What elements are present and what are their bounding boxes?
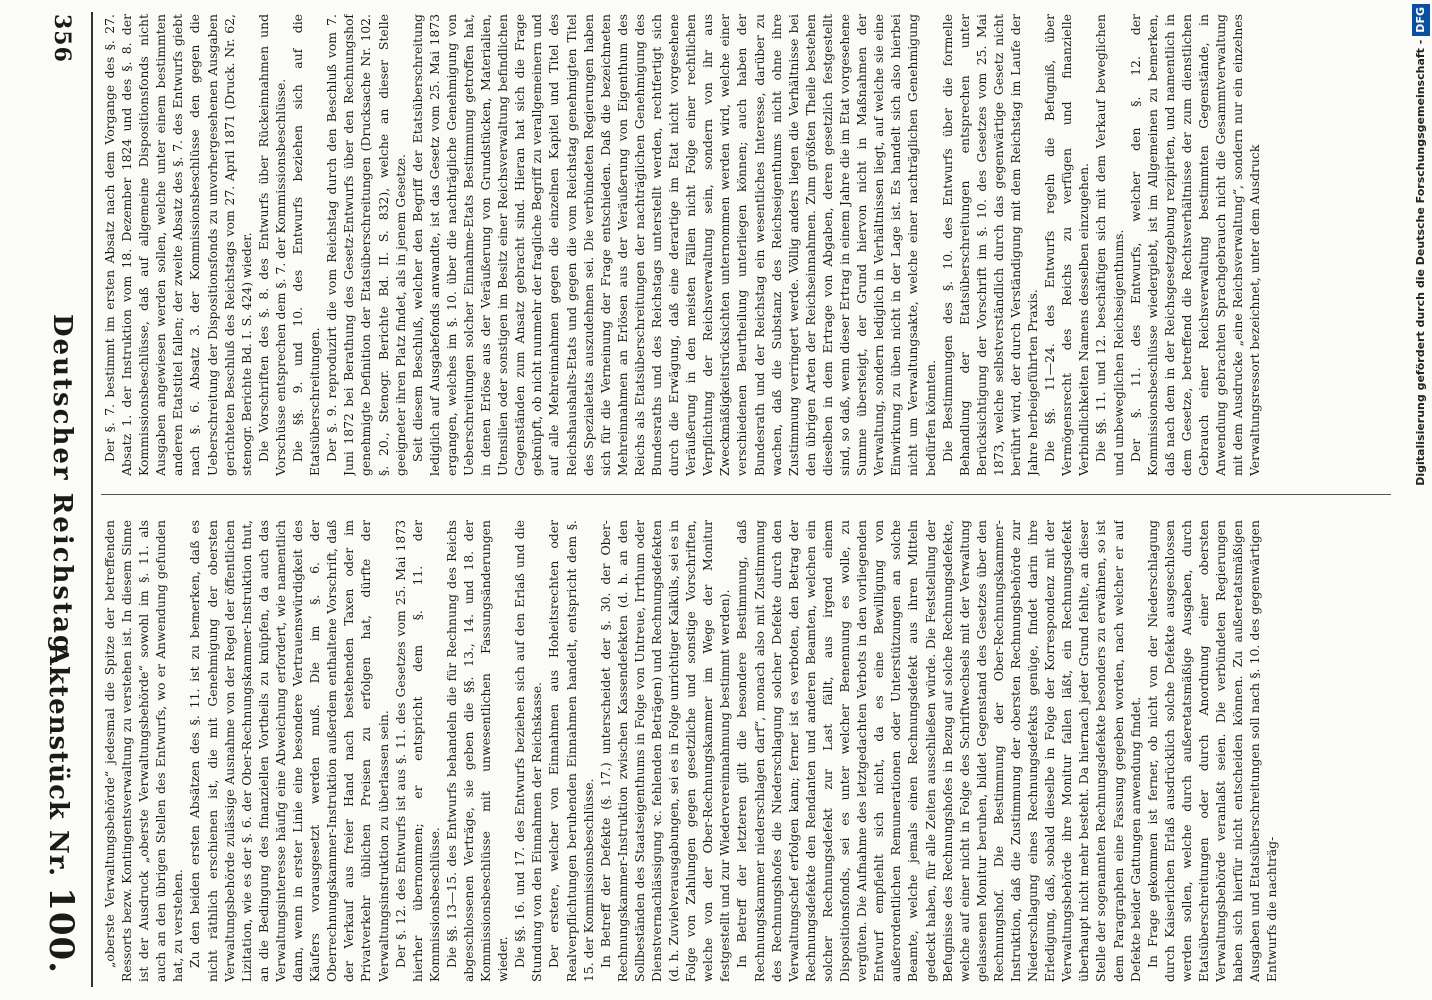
paragraph: Die §§. 9. und 10. des Entwurfs beziehen sich auf die Etatsüberschreitungen. (290, 14, 323, 476)
paragraph: Der §. 11. des Entwurfs, welcher den §. 12. der Kommissionsbeschlüsse wiedergiebt, ist im Allgemeinen zu bemerken, daß nach dem in der Reichsgesetzgebung rezipirten, und namentlich in dem Gesetze, betreffend die Rechtsverhältnisse der zum dienstlichen Gebrauch einer Reichsverwaltung bestimmten Gegenstände, in Anwendung gebrachten Sprachgebrauch nicht die Gesammtverwaltung mit dem Ausdrucke „eine Reichsverwaltung“, sondern nur ein einzelnes Verwaltungsressort bezeichnet, unter dem Ausdruck (1127, 14, 1263, 476)
document-number-value: 100. (41, 887, 81, 974)
paragraph: Der §. 9. reproduzirt die vom Reichstag durch den Beschluß vom 7. Juni 1872 bei Berathung des Gesetz-Entwurfs über den Rechnungshof genehmigte Definition der Etatsüberschreitungen (Drucksache Nr. 102. §. 20., Stenogr. Berichte Bd. II. S. 832), welche an dieser Stelle geeigneter ihren Platz findet, als in jenem Gesetze. (324, 14, 408, 476)
paragraph: Zu den beiden ersten Absätzen des §. 11. ist zu bemerken, daß es nicht räthlich erschienen ist, die mit Genehmigung der obersten Verwaltungsbehörde zulässige Ausnahme von der Regel der öffentlichen Lizitation, wie es der §. 6. der Ober-Rechnungskammer-Instruktion thut, an die Bedingung des finanziellen Vortheils zu knüpfen, da auch das Verwaltungsinteresse häufig eine Abweichung erfordert, wie namentlich dann, wenn in erster Linie eine besondere Vertrauenswürdigkeit des Käufers vorausgesetzt werden muß. Die im §. 6. der Oberrechnungskammer-Instruktion außerdem enthaltene Vorschrift, daß der Verkauf aus freier Hand nach bestehenden Taxen oder im Privatverkehr üblichen Preisen zu erfolgen hat, dürfte der Verwaltungsinstruktion zu überlassen sein. (187, 520, 391, 982)
right-text-column (101, 520, 1391, 982)
paragraph: Der §. 7. bestimmt im ersten Absatz nach dem Vorgange des §. 27. Absatz 1. der Instruktion vom 18. Dezember 1824 und des §. 8. der Kommissionsbeschlüsse, daß auf allgemeine Dispositionsfonds nicht Ausgaben angewiesen werden sollen, welche unter einem bestimmten anderen Etatstitel fallen; der zweite Absatz des §. 7. des Entwurfs giebt nach §. 6. Absatz 3. der Kommissionsbeschlüsse den gegen die Ueberschreitung der Dispositionsfonds zu unvorhergesehenen Ausgaben gerichteten Beschluß des Reichstags vom 27. April 1871 (Druck. Nr. 62, stenogr. Berichte Bd. I. S. 424) wieder. (102, 14, 254, 476)
page-header (27, 14, 87, 984)
digitization-credit-text: Digitalisierung gefördert durch die Deutsche Forschungsgemeinschaft - (1414, 39, 1427, 486)
paragraph: In Betreff der letzteren gilt die besondere Bestimmung, daß Rechnungskammer niederschlagen darf“, monach also mit Zustimmung des Rechnungshofes die Niederschlagung solcher Defekte durch den Verwaltungschef erfolgen kann; ferner ist es verboten, den Betrag der Rechnungsdefekte den Rendanten und anderen Beamten, welchen ein solcher Rechnungsdefekt zur Last fällt, aus irgend einem Dispositionsfonds, sei es unter welcher Benennung es wolle, zu vergüten. Die Aufnahme des letztgedachten Verbots in den vorliegenden Entwurf empfiehlt sich nicht, da es eine Bewilligung von außerordentlichen Remunerationen oder Unterstützungen an solche Beamte, welche jemals einen Rechnungsdefekt aus ihren Mitteln gedeckt haben, für alle Zeiten ausschließen würde. Die Feststellung der Befugnisse des Rechnungshofes in Bezug auf solche Rechnungsdefekte, welche auf einer nicht in Folge des Schriftwechsels mit der Verwaltung gelassenen Monitur beruhen, bildet Gegenstand des Gesetzes über den Rechnungshof. Die Bestimmung der Ober-Rechnungskammer-Instruktion, daß die Zustimmung der obersten Rechnungsbehörde zur Niederschlagung eines Rechnungsdefekts genüge, findet darin ihre Erledigung, daß, sobald dieselbe in Folge der Korrespondenz mit der Verwaltungsbehörde ihre Monitur fallen läßt, ein Rechnungsdefekt überhaupt nicht mehr besteht. Da hiernach jeder Grund fehlte, an dieser Stelle der sogenannten Rechnungsdefekte besonders zu erwähnen, so ist dem Paragraphen eine Fassung gegeben worden, nach welcher er auf Defekte beider Gattungen anwendung findet. (734, 520, 1143, 982)
dfg-logo: DFG (1412, 4, 1430, 36)
page-number: 356 (49, 14, 75, 63)
column-divider (101, 494, 1391, 495)
running-head: Deutscher Reichstag. (47, 314, 77, 667)
paragraph: Die Vorschriften des §. 8. des Entwurfs über Rückeinnahmen und Vorschüsse entsprechen dem §. 7. der Kommissionsbeschlüsse. (255, 14, 288, 476)
paragraph: Die §§. 11—24. des Entwurfs regeln die Befugniß, über Vermögensrecht des Reichs zu verfügen und finanzielle Verbindlichkeiten Namens desselben einzugehen. (1042, 14, 1092, 476)
paragraph: Die Bestimmungen des §. 10. des Entwurfs über die formelle Behandlung der Etatsüberschreitungen entsprechen unter Berücksichtigung der Vorschrift im §. 10. des Gesetzes vom 25. Mai 1873, welche selbstverständlich durch das gegenwärtige Gesetz nicht berührt wird, der durch Verständigung mit dem Reichstag im Laufe der Jahre herbeigeführten Praxis. (939, 14, 1041, 476)
document-number-prefix: Aktenstück Nr. (43, 644, 73, 878)
digitization-credit (1412, 4, 1430, 996)
left-text-column (101, 14, 1391, 476)
paragraph: In Betreff der Defekte (§. 17.) unterscheidet der §. 30. der Ober-Rechnungskammer-Instruktion zwischen Kassendefekten (d. h. an den Sollbeständen des Staatseigenthums in Folge von Untreue, Irrthum oder Dienstvernachlässigung ꝛc. fehlenden Beträgen) und Rechnungsdefekten (d. h. Zuvielverausgabungen, sei es in Folge unrichtiger Kalküls, sei es in Folge von Zahlungen gegen gesetzliche und sonstige Vorschriften, welche von der Ober-Rechnungskammer im Wege der Monitur festgestellt und zur Wiedervereinnahmung bestimmt werden). (597, 520, 733, 982)
paragraph: Seit diesem Beschluß, welcher den Begriff der Etatsüberschreitung lediglich auf Ausgabefonds anwandte, ist das Gesetz vom 25. Mai 1873 ergangen, welches im §. 10. über die nachträgliche Genehmigung von Ueberschreitungen solcher Einnahme-Etats Bestimmung getroffen hat, in denen Erlöse aus der Veräußerung von Grundstücken, Materialien, Utensilien oder sonstigen im Besitz einer Reichsverwaltung befindlichen Gegenständen zum Ansatz gebracht sind. Hieran hat sich die Frage geknüpft, ob nicht nunmehr der fragliche Begriff zu verallgemeinern und auf alle Mehreinnahmen gegen die einzelnen Kapitel und Titel des Reichshaushalts-Etats und gegen die vom Reichstag genehmigten Titel des Spezialetats auszudehnen sei. Die verbündeten Regierungen haben sich für die Verneinung der Frage entschieden. Daß die bezeichneten Mehreinnahmen an Erlösen aus der Veräußerung von Eigenthum des Reichs als Etatsüberschreitungen der nachträglichen Genehmigung des Bundesraths und des Reichstags unterstellt werden, rechtfertigt sich durch die Erwägung, daß eine derartige im Etat nicht vorgesehene Veräußerung in den meisten Fällen nicht Folge einer rechtlichen Verpflichtung der Reichsverwaltung sein, sondern von ihr aus Zweckmäßigkeitsrücksichten unternommen werden wird, welche einer verschiedenen Beurtheilung unterliegen können; auch haben der Bundesrath und der Reichstag ein wesentliches Interesse, darüber zu wachen, daß die Substanz des Reichseigenthums nicht ohne ihre Zustimmung verringert werde. Völlig anders liegen die Verhältnisse bei den übrigen Arten der Reichseinnahmen. Zum größten Theile bestehen dieselben in dem Ertrage von Abgaben, deren gesetzlich festgestellt sind, so daß, wenn dieser Ertrag in einem Jahre die im Etat vorgesehene Summe übersteigt, der Grund hiervon nicht in Maßnahmen der Verwaltung, sondern lediglich in Verhältnissen liegt, auf welche sie eine Einwirkung zu üben nicht in der Lage ist. Es handelt sich also hierbei nicht um Verwaltungsakte, welche einer nachträglichen Genehmigung bedürfen könnten. (409, 14, 938, 476)
paragraph: Der erstere, welcher von Einnahmen aus Hoheitsrechten oder Realverpflichtungen beruhenden Einnahmen handelt, entspricht dem §. 15. der Kommissionsbeschlüsse. (546, 520, 596, 982)
paragraph: „oberste Verwaltungsbehörde“ jedesmal die Spitze der betreffenden Ressorts bezw. Kontingentsverwaltung zu verstehen ist. In diesem Sinne ist der Ausdruck „oberste Verwaltungsbehörde“ sowohl im §. 11. als auch an den übrigen Stellen des Entwurfs, wo er Anwendung gefunden hat, zu verstehen. (102, 520, 186, 982)
header-rule (91, 12, 93, 987)
paragraph: Die §§. 13—15. des Entwurfs behandeln die für Rechnung des Reichs abgeschlossenen Verträge, sie geben die §§. 13., 14. und 18. der Kommissionsbeschlüsse mit unwesentlichen Fassungsänderungen wieder. (443, 520, 511, 982)
paragraph: Der §. 12. des Entwurfs ist aus §. 11. des Gesetzes vom 25. Mai 1873 hierher übernommen; er entspricht dem §. 11. der Kommissionsbeschlüsse. (392, 520, 442, 982)
paragraph: Die §§. 11. und 12. beschäftigen sich mit dem Verkauf beweglichen und unbeweglichen Reichseigenthums. (1093, 14, 1126, 476)
document-number (41, 645, 81, 974)
paragraph: In Frage gekommen ist ferner, ob nicht von der Niederschlagung durch Kaiserlichen Erlaß ausdrücklich solche Defekte ausgeschlossen werden sollen, welche durch außeretatsmäßige Ausgaben, durch Etatsüberschreitungen oder durch Anordnung einer obersten Verwaltungsbehörde veranlaßt seien. Die verbündeten Regierungen haben sich hierfür nicht entscheiden können. Zu außeretatsmäßigen Ausgaben und Etatsüberschreitungen soll nach §. 10. des gegenwärtigen Entwurfs die nachträg- (1144, 520, 1280, 982)
paragraph: Die §§. 16. und 17. des Entwurfs beziehen sich auf den Erlaß und die Stundung von den Einnahmen der Reichskasse. (512, 520, 545, 982)
